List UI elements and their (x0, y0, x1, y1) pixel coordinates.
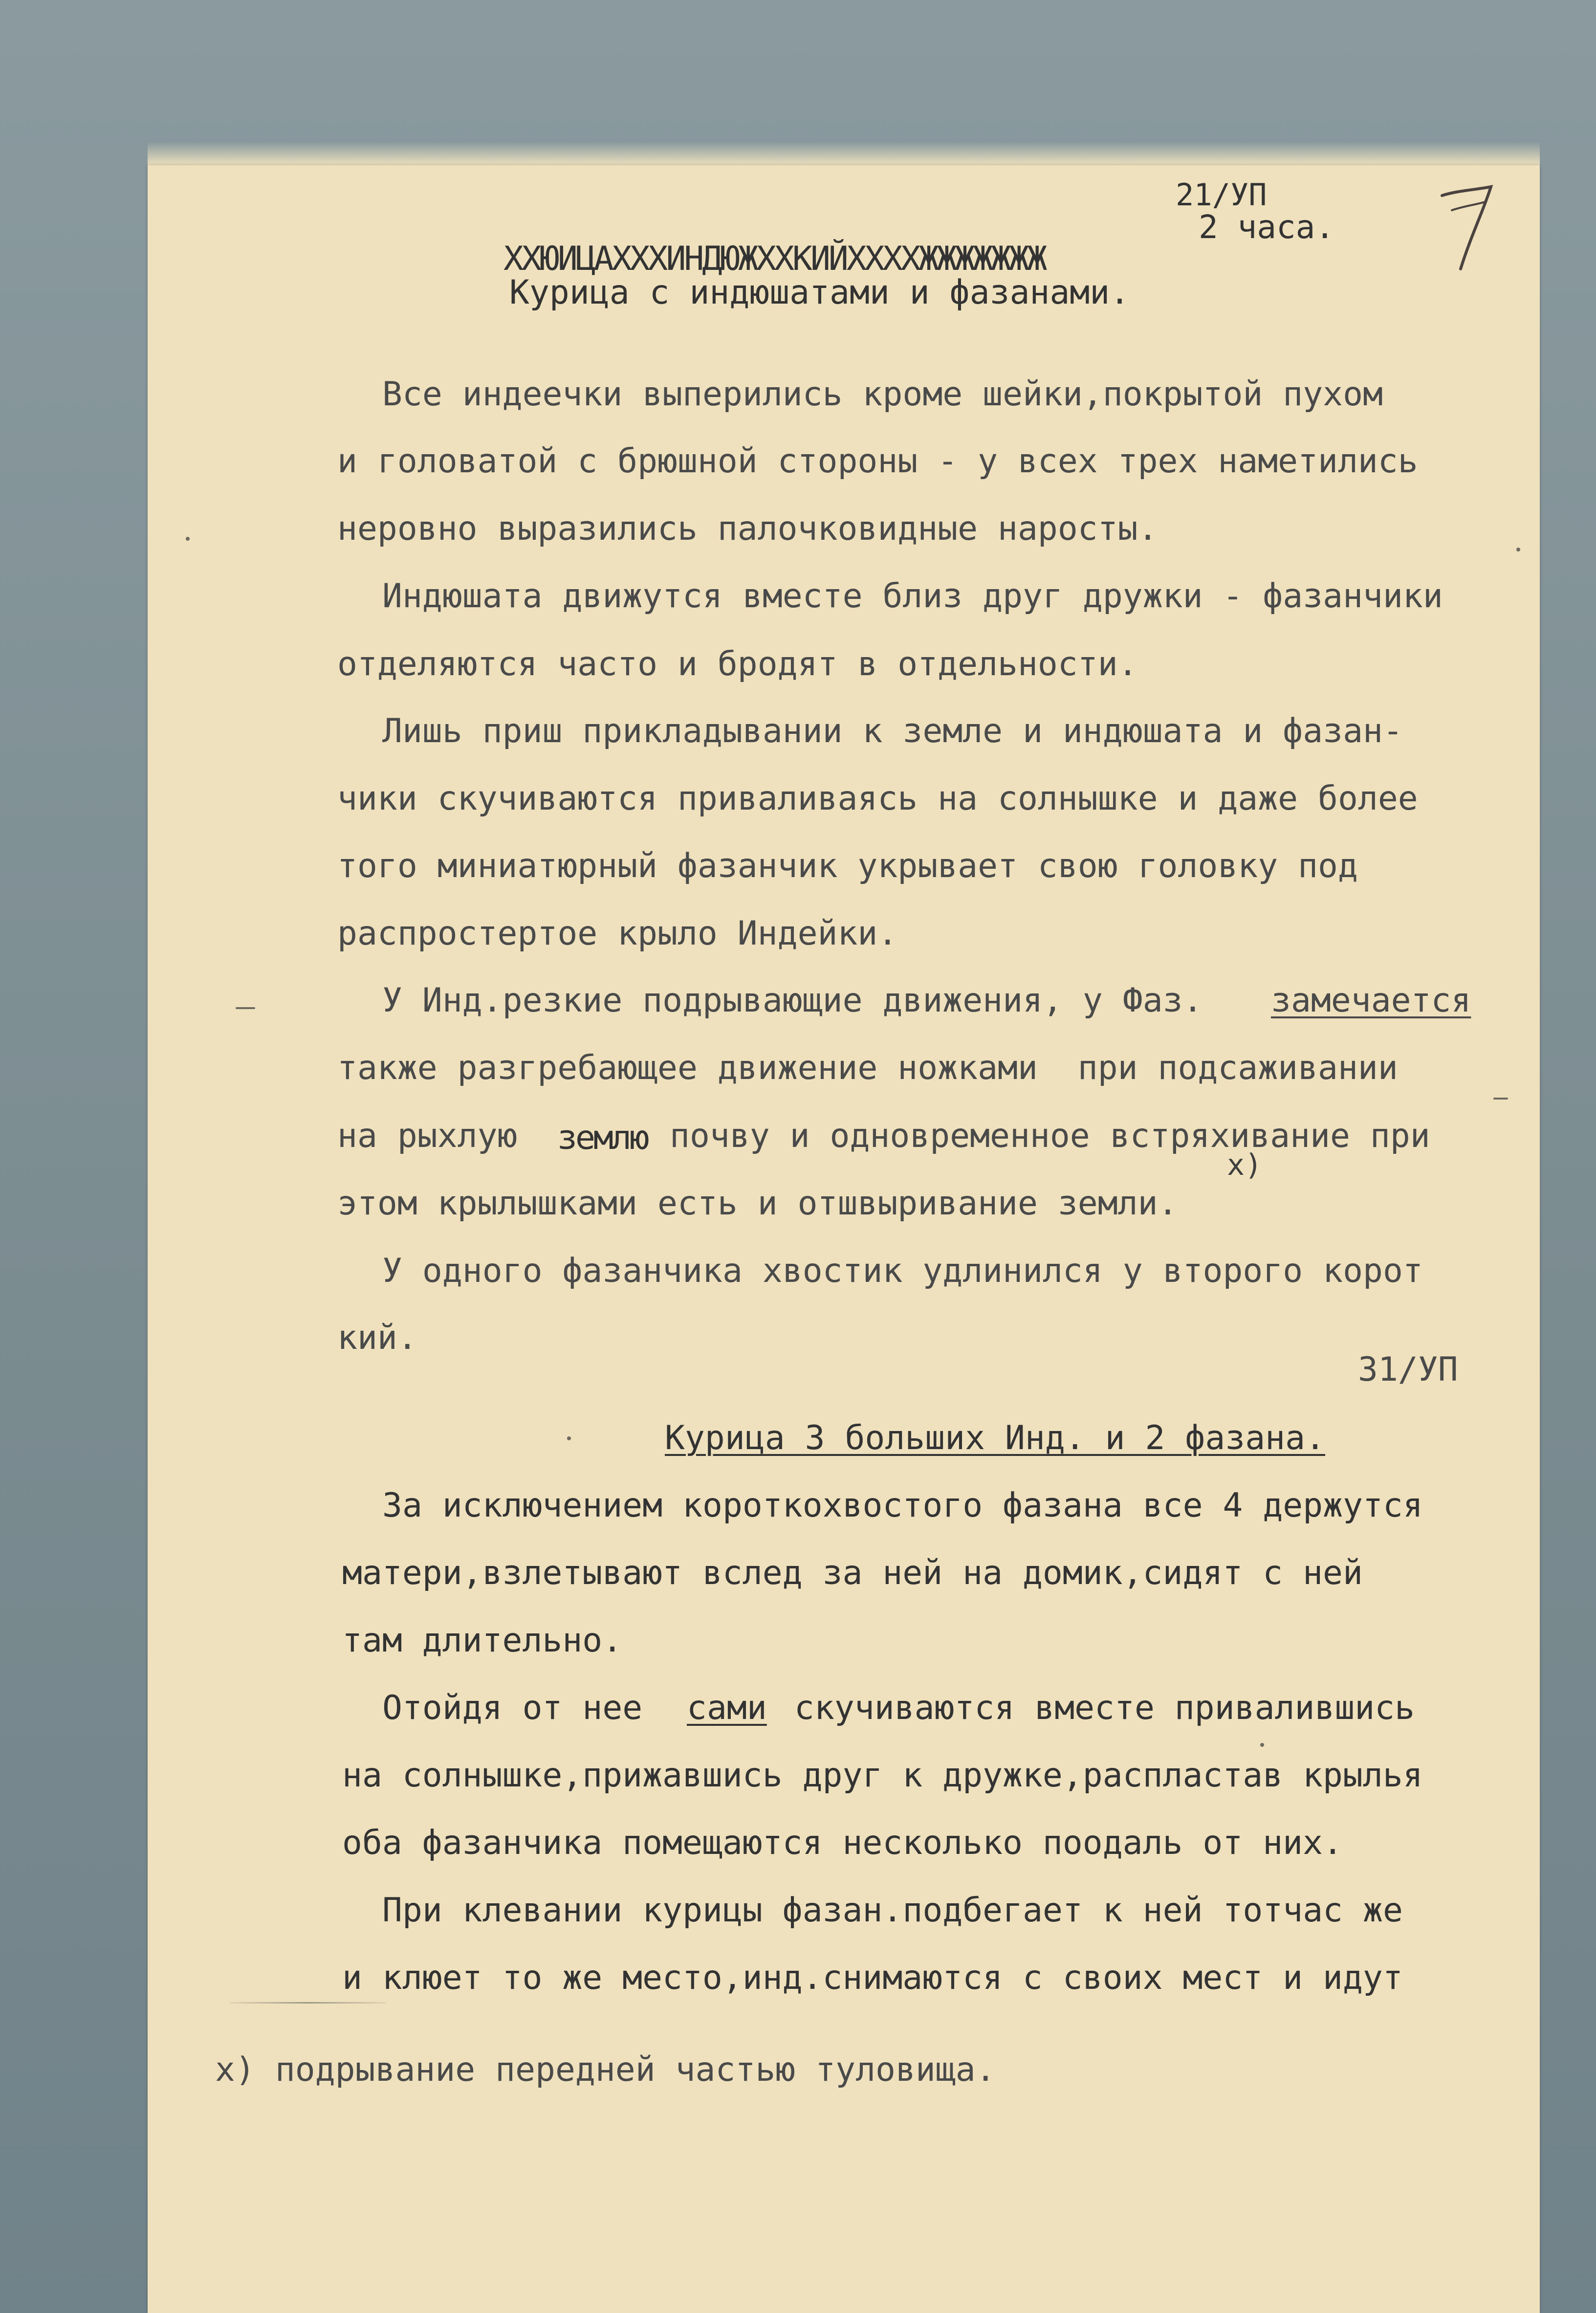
section1-line-8: того миниатюрный фазанчик укрывает свою головку под (337, 847, 1358, 885)
dust-speck (186, 537, 190, 541)
section2-line-6: оба фазанчика помещаются несколько поодаль от них. (342, 1824, 1343, 1862)
section2-line-4-end: скучиваются вместе привалившись (794, 1689, 1415, 1727)
section1-line-11: также разгребающее движение ножками при подсаживании (337, 1049, 1398, 1087)
section1-line-10: У Инд.резкие подрывающие движения, у Фаз. (382, 981, 1203, 1020)
section1-line-9: распростертое крыло Индейки. (337, 914, 898, 953)
dust-speck (1493, 1098, 1508, 1100)
section2-line-4-start: Отойдя от нее (382, 1689, 643, 1727)
section1-line-2: и головатой с брюшной стороны - у всех трех наметились (337, 442, 1418, 481)
section1-line-6: Лишь приш прикладывании к земле и индюшата и фазан- (382, 712, 1403, 750)
dust-speck (1516, 548, 1520, 551)
pencil-rule (230, 2002, 386, 2004)
section1-line-13: этом крылышками есть и отшвыривание земли. (337, 1184, 1178, 1223)
section2-title: Курица 3 больших Инд. и 2 фазана. (665, 1419, 1326, 1457)
struck-word: землю (557, 1119, 648, 1157)
section2-date: 31/УП (1358, 1350, 1458, 1389)
section2-line-7: При клевании курицы фазан.подбегает к ней тотчас же (382, 1891, 1403, 1930)
section2-line-8: и клюет то же место,инд.снимаются с своих мест и идут (342, 1959, 1403, 1997)
struck-through-title: ХХЮИЦАХХХИНДЮЖХХКИЙХХХХЖЖЖЖЖЖЖ (503, 240, 1046, 278)
section2-line-1: За исключением короткохвостого фазана все 4 держутся (382, 1486, 1423, 1525)
section1-line-14: У одного фазанчика хвостик удлинился у второго корот (382, 1252, 1423, 1290)
header-date: 21/УП (1176, 177, 1267, 213)
section2-line-2: матери,взлетывают вслед за ней на домик,сидят с ней (342, 1554, 1363, 1592)
section1-line-12-start: на рыхлую (337, 1117, 518, 1155)
dust-speck (236, 1007, 255, 1009)
section1-line-5: отделяются часто и бродят в отдельности. (337, 645, 1138, 683)
section2-underlined-word: сами (687, 1689, 767, 1727)
section1-line-3: неровно выразились палочковидные наросты. (337, 509, 1158, 548)
header-time: 2 часа. (1199, 208, 1335, 246)
folio-number-handwritten (1437, 176, 1496, 274)
section1-underlined-word: замечается (1271, 981, 1471, 1020)
dust-speck (567, 1436, 571, 1440)
footnote-marker: x) (1227, 1148, 1263, 1182)
footnote: x) подрывание передней частью туловища. (215, 2050, 996, 2089)
section2-line-5: на солнышке,прижавшись друг к дружке,распластав крылья (342, 1756, 1423, 1795)
section1-line-7: чики скучиваются приваливаясь на солнышке и даже более (337, 779, 1418, 818)
section1-line-15: кий. (337, 1319, 417, 1357)
section1-title: Курица с индюшатами и фазанами. (509, 273, 1130, 312)
section1-line-1: Все индеечки выперились кроме шейки,покрытой пухом (382, 375, 1383, 414)
section1-line-4: Индюшата движутся вместе близ друг дружки - фазанчики (382, 577, 1443, 616)
section1-line-12-end: почву и одновременное встряхивание при (670, 1117, 1430, 1155)
dust-speck (1260, 1743, 1264, 1747)
section2-line-3: там длительно. (342, 1621, 623, 1660)
